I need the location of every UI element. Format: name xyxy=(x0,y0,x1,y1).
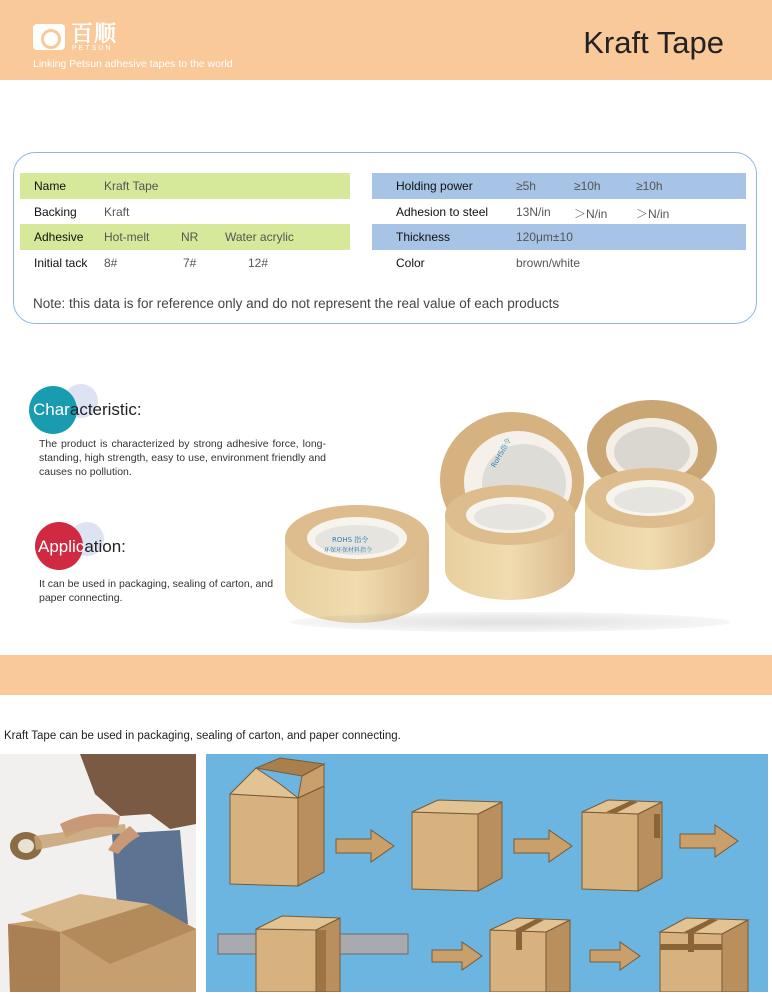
spec-label: Holding power xyxy=(396,179,473,193)
spec-value: ＞N/in xyxy=(636,206,670,221)
step-sealed-box xyxy=(490,918,570,992)
tape-roll-middle-bottom xyxy=(445,485,575,600)
sealing-steps-illustration xyxy=(206,754,768,992)
logo-en-text: PETSUN xyxy=(72,45,113,52)
characteristic-heading xyxy=(33,400,142,420)
spec-label: Color xyxy=(396,255,425,270)
heading-part: Applic xyxy=(38,537,85,556)
tape-print: 环保环保材料指令 xyxy=(324,547,373,554)
slogan: Linking Petsun adhesive tapes to the world xyxy=(33,58,233,70)
application-heading xyxy=(38,537,126,557)
tape-roll-front-left xyxy=(285,505,429,623)
characteristic-text: The product is characterized by strong adhesive force, long-standing, high strength, easy to use, environment friendly and causes no pollution. xyxy=(39,438,326,478)
arrow-right-icon xyxy=(432,942,482,970)
spec-value: ≥10h xyxy=(636,179,663,193)
spec-row-color xyxy=(372,250,746,276)
tape-print: RoHS指令 xyxy=(489,436,514,469)
spec-value: Hot-melt xyxy=(104,230,150,244)
header-banner xyxy=(0,0,772,80)
spec-value: Kraft xyxy=(104,204,130,219)
spec-value: 120μm±10 xyxy=(516,230,573,244)
spec-row-holding-power xyxy=(372,173,746,199)
spec-column-left xyxy=(20,173,350,275)
step-closed-box xyxy=(412,800,502,891)
tape-rolls-illustration xyxy=(280,390,750,640)
shadow xyxy=(290,612,730,632)
usage-caption: Kraft Tape can be used in packaging, sealing of carton, and paper connecting. xyxy=(4,730,401,742)
heading-part: ation: xyxy=(84,537,126,556)
application-text: It can be used in packaging, sealing of carton, and paper connecting. xyxy=(39,578,274,604)
arrow-right-icon xyxy=(514,830,572,862)
packaging-photo xyxy=(0,754,196,992)
tape-roll-bottom-right xyxy=(585,468,715,570)
spec-value: ≥5h xyxy=(516,179,536,193)
arrow-right-icon xyxy=(590,942,640,970)
person-taping-illustration xyxy=(0,754,196,992)
heading-part: acteristic: xyxy=(69,400,142,419)
spec-value: 13N/in xyxy=(516,204,551,219)
step-open-box xyxy=(230,758,324,886)
spec-value: Water acrylic xyxy=(225,230,294,244)
step-h-sealed-box xyxy=(660,918,748,992)
page-title: Kraft Tape xyxy=(583,25,724,60)
spec-row-name xyxy=(20,173,350,199)
spec-label: Name xyxy=(34,179,67,193)
tape-roll-logo-icon xyxy=(33,24,65,50)
heading-part: Char xyxy=(33,400,70,419)
logo-cn-text: 百顺 xyxy=(71,22,118,47)
spec-label: Thickness xyxy=(396,230,451,244)
carton-sealing-diagram xyxy=(206,754,768,992)
spec-column-right xyxy=(372,173,746,275)
spec-value: Kraft Tape xyxy=(104,179,159,193)
spec-value: NR xyxy=(181,230,199,244)
spec-row-backing xyxy=(20,199,350,225)
arrow-right-icon xyxy=(336,830,394,862)
spec-value: 7# xyxy=(183,255,197,270)
spec-value: brown/white xyxy=(516,255,581,270)
spec-label: Adhesion to steel xyxy=(396,204,489,219)
step-conveyor-box xyxy=(218,916,408,992)
brand-logo xyxy=(33,24,173,54)
step-taped-box xyxy=(582,800,662,891)
spec-row-initial-tack xyxy=(20,250,350,276)
spec-value: 12# xyxy=(248,255,269,270)
spec-row-thickness xyxy=(372,224,746,250)
tape-rolls-image xyxy=(280,390,750,640)
spec-row-adhesion xyxy=(372,199,746,225)
spec-row-adhesive xyxy=(20,224,350,250)
spec-note: Note: this data is for reference only and do not represent the real value of each products xyxy=(33,296,560,311)
spec-table xyxy=(13,152,757,324)
spec-label: Backing xyxy=(34,204,77,219)
spec-label: Adhesive xyxy=(34,230,84,244)
spec-value: 8# xyxy=(104,255,118,270)
arrow-right-icon xyxy=(680,825,738,857)
spec-value: ≥10h xyxy=(574,179,601,193)
spec-value: ＞N/in xyxy=(574,206,608,221)
section-divider-band xyxy=(0,655,772,695)
spec-label: Initial tack xyxy=(34,255,88,270)
tape-print: ROHS 指令 xyxy=(332,536,369,544)
